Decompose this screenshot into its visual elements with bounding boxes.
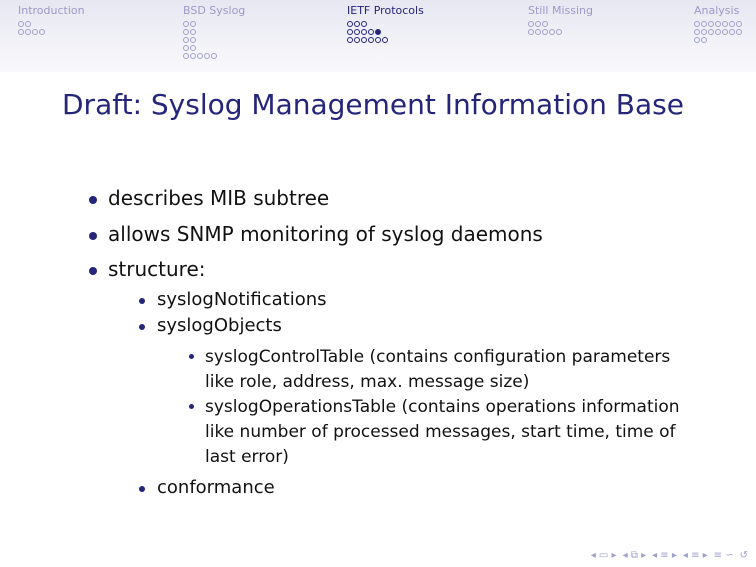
sub-bullet-item: conformance: [157, 477, 275, 498]
nav-section-introduction[interactable]: Introduction: [18, 4, 85, 17]
frame-nav-button[interactable]: ◂ ▭ ▸: [590, 550, 617, 561]
presentation-nav-button[interactable]: ◂ ≡ ▸: [682, 550, 708, 561]
sub-bullet-item: syslogObjects: [157, 315, 282, 336]
bullet-dot: [89, 232, 97, 240]
nav-section-ietf-protocols[interactable]: IETF Protocols: [347, 4, 424, 17]
nav-dots-bsd-syslog[interactable]: [183, 20, 218, 60]
nav-dots-introduction[interactable]: [18, 20, 46, 36]
section-nav-button[interactable]: ◂ ≡ ▸: [652, 550, 677, 561]
sub-bullet-item: syslogNotifications: [157, 289, 327, 310]
beamer-navigation-controls: [591, 550, 748, 561]
nav-section-analysis[interactable]: Analysis: [694, 4, 740, 17]
appendix-nav-button[interactable]: ≡ ∽: [713, 550, 734, 561]
sub-sub-bullet-dot: [189, 404, 194, 409]
nav-dots-still-missing[interactable]: [528, 20, 563, 36]
nav-dots-analysis[interactable]: [694, 20, 743, 44]
sub-sub-bullet-dot: [189, 354, 194, 359]
sub-sub-bullet-item: syslogOperationsTable (contains operations information like number of processed messages, start time, time of last error): [205, 397, 680, 467]
slide-title: Draft: Syslog Management Information Base: [62, 88, 684, 121]
nav-section-still-missing[interactable]: Still Missing: [528, 4, 593, 17]
search-back-icon[interactable]: ↺: [739, 550, 748, 561]
nav-dots-ietf-protocols[interactable]: [347, 20, 389, 44]
bullet-item: structure:: [108, 257, 206, 281]
section-navigation: [0, 0, 756, 72]
bullet-item: allows SNMP monitoring of syslog daemons: [108, 222, 543, 246]
bullet-item: describes MIB subtree: [108, 186, 330, 210]
sub-bullet-dot: [139, 298, 145, 304]
sub-sub-bullet-item: syslogControlTable (contains configuration parameters like role, address, max. message size): [205, 347, 671, 392]
sub-bullet-dot: [139, 324, 145, 330]
nav-section-bsd-syslog[interactable]: BSD Syslog: [183, 4, 246, 17]
bullet-dot: [89, 196, 97, 204]
sub-bullet-dot: [139, 486, 145, 492]
bullet-dot: [89, 267, 97, 275]
subsection-nav-button[interactable]: ◂ ⧉ ▸: [622, 550, 647, 561]
